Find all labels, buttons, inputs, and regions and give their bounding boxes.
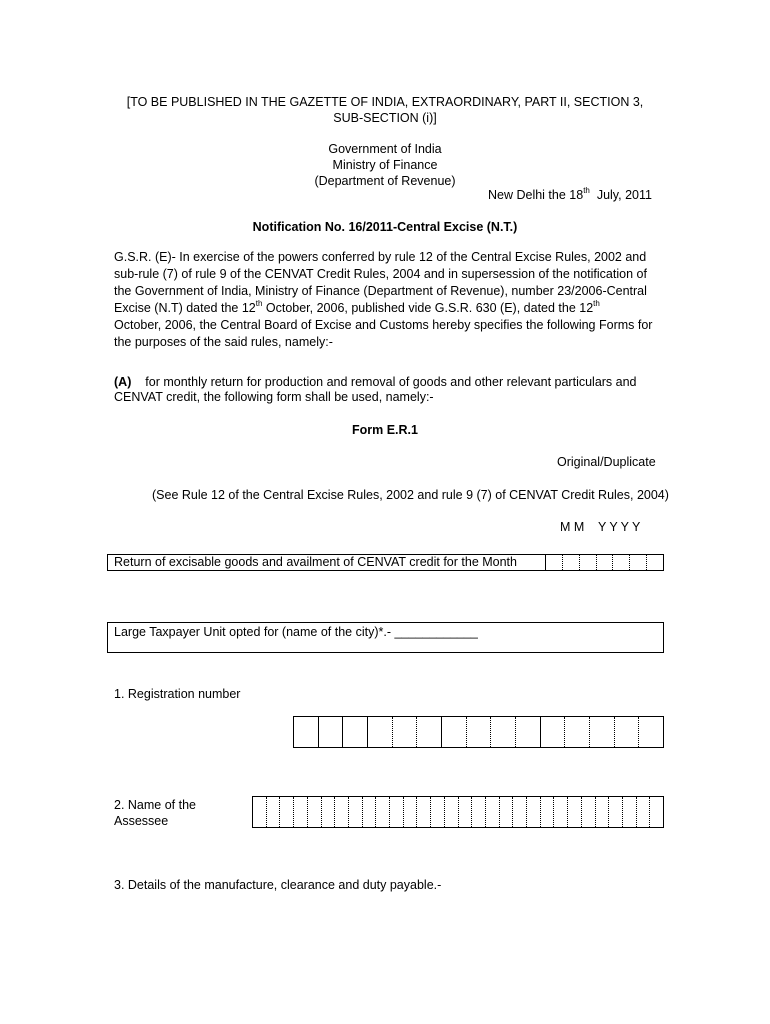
issue-date: New Delhi the 18th July, 2011 <box>488 186 652 202</box>
name-cell[interactable] <box>253 797 267 827</box>
year-cell-3[interactable] <box>613 555 630 570</box>
reg-cell[interactable] <box>393 717 418 747</box>
name-cell[interactable] <box>541 797 555 827</box>
reg-cell[interactable] <box>565 717 590 747</box>
name-cell[interactable] <box>459 797 473 827</box>
reg-cell[interactable] <box>590 717 615 747</box>
year-cell-1[interactable] <box>580 555 597 570</box>
assessee-name-grid[interactable] <box>252 796 664 828</box>
name-cell[interactable] <box>445 797 459 827</box>
name-cell[interactable] <box>390 797 404 827</box>
name-cell[interactable] <box>596 797 610 827</box>
reg-cell[interactable] <box>417 717 442 747</box>
registration-label: 1. Registration number <box>114 687 241 701</box>
name-cell[interactable] <box>513 797 527 827</box>
ltu-label: Large Taxpayer Unit opted for (name of the city)*.- ____________ <box>114 625 478 639</box>
gsr-paragraph: G.S.R. (E)- In exercise of the powers conferred by rule 12 of the Central Excise Rules, 2002 and sub-rule (7) of rule 9 of the CENVAT Credit Rules, 2004 and in supersession of the notification of the Government of India, Ministry of Finance (Department of Revenue), number 23/2006-Central Excise (N.T) dated the 12th October, 2006, published vide G.S.R. 630 (E), dated the 12th October, 2006, the Central Board of Excise and Customs hereby specifies the following Forms for the purposes of the said rules, namely:- <box>114 250 653 349</box>
reg-cell[interactable] <box>639 717 663 747</box>
reg-cell[interactable] <box>343 717 368 747</box>
name-cell[interactable] <box>637 797 651 827</box>
name-cell[interactable] <box>650 797 663 827</box>
reg-cell[interactable] <box>491 717 516 747</box>
details-heading: 3. Details of the manufacture, clearance and duty payable.- <box>114 878 442 892</box>
rule-reference: (See Rule 12 of the Central Excise Rules, 2002 and rule 9 (7) of CENVAT Credit Rules, 2004) <box>152 488 669 502</box>
name-cell[interactable] <box>500 797 514 827</box>
name-cell[interactable] <box>527 797 541 827</box>
name-cell[interactable] <box>623 797 637 827</box>
name-cell[interactable] <box>335 797 349 827</box>
notification-title: Notification No. 16/2011-Central Excise (N.T.) <box>252 220 518 234</box>
assessee-label: 2. Name of the Assessee <box>114 798 196 828</box>
name-cell[interactable] <box>349 797 363 827</box>
name-cell[interactable] <box>376 797 390 827</box>
ministry-name: Ministry of Finance <box>332 158 438 172</box>
name-cell[interactable] <box>267 797 281 827</box>
name-cell[interactable] <box>280 797 294 827</box>
reg-cell[interactable] <box>294 717 319 747</box>
name-cell[interactable] <box>322 797 336 827</box>
name-cell[interactable] <box>472 797 486 827</box>
name-cell[interactable] <box>486 797 500 827</box>
reg-cell[interactable] <box>516 717 541 747</box>
year-cell-2[interactable] <box>597 555 614 570</box>
registration-number-grid[interactable] <box>293 716 664 748</box>
gazette-heading <box>90 94 680 126</box>
reg-cell[interactable] <box>541 717 566 747</box>
reg-cell[interactable] <box>319 717 344 747</box>
year-cell-5[interactable] <box>647 555 663 570</box>
section-a-label: (A) <box>114 375 132 389</box>
section-a: (A) for monthly return for production and removal of goods and other relevant particulars and CENVAT credit, the following form shall be used, namely:- <box>114 375 637 404</box>
name-cell[interactable] <box>568 797 582 827</box>
copy-type: Original/Duplicate <box>557 455 656 469</box>
month-cell-2[interactable] <box>563 555 580 570</box>
name-cell[interactable] <box>404 797 418 827</box>
reg-cell[interactable] <box>467 717 492 747</box>
return-month-row <box>107 554 664 571</box>
name-cell[interactable] <box>294 797 308 827</box>
month-cell-1[interactable] <box>546 555 563 570</box>
name-cell[interactable] <box>609 797 623 827</box>
form-title: Form E.R.1 <box>352 423 418 437</box>
year-cell-4[interactable] <box>630 555 647 570</box>
reg-cell[interactable] <box>615 717 640 747</box>
name-cell[interactable] <box>582 797 596 827</box>
reg-cell[interactable] <box>442 717 467 747</box>
name-cell[interactable] <box>554 797 568 827</box>
issuing-authority <box>285 141 485 189</box>
name-cell[interactable] <box>308 797 322 827</box>
department-name: (Department of Revenue) <box>314 174 456 188</box>
name-cell[interactable] <box>431 797 445 827</box>
month-year-header: M M Y Y Y Y <box>560 520 641 534</box>
gazette-line-2: SUB-SECTION (i)] <box>333 111 437 125</box>
name-cell[interactable] <box>363 797 377 827</box>
ltu-box[interactable] <box>107 622 664 653</box>
reg-cell[interactable] <box>368 717 393 747</box>
gazette-line-1: [TO BE PUBLISHED IN THE GAZETTE OF INDIA, EXTRAORDINARY, PART II, SECTION 3, <box>126 95 644 109</box>
government-name: Government of India <box>328 142 442 156</box>
name-cell[interactable] <box>417 797 431 827</box>
return-label: Return of excisable goods and availment of CENVAT credit for the Month <box>108 555 546 570</box>
